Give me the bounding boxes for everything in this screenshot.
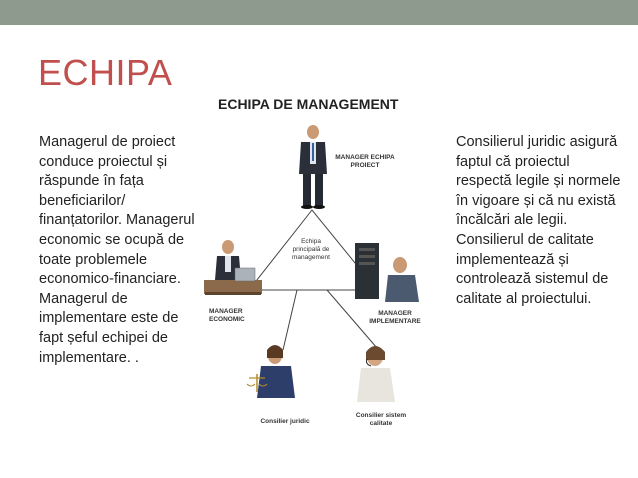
org-diagram bbox=[195, 112, 445, 442]
label-consilier-juridic: Consilier juridic bbox=[260, 418, 310, 425]
label-center: Echipa principală de management bbox=[292, 238, 330, 261]
slide-title: ECHIPA bbox=[38, 52, 173, 93]
label-manager-implementare: MANAGER IMPLEMENTARE bbox=[369, 310, 421, 325]
left-paragraph bbox=[39, 133, 199, 368]
consilier-juridic-figure bbox=[247, 345, 295, 398]
manager-echipa-figure bbox=[299, 125, 327, 209]
label-manager-economic: MANAGER ECONOMIC bbox=[209, 308, 245, 323]
org-diagram-graphic bbox=[195, 112, 445, 442]
consilier-calitate-figure bbox=[357, 346, 395, 402]
manager-implementare-figure bbox=[355, 243, 419, 302]
right-paragraph-juridic: Consilierul juridic asigură faptul că proiectul respectă legile și normele în vigoare și că nu există încălcări ale legii. bbox=[456, 134, 621, 229]
manager-economic-figure bbox=[204, 240, 262, 295]
left-paragraph-text: Managerul de proiect conduce proiectul și răspunde în fața beneficiarilor/ finanțatorilor. Managerul economic se ocupă de toate problemele economico-financiare. Managerul de implementare este de fapt șeful echipei de implementare. . bbox=[39, 134, 195, 366]
diagram-title: ECHIPA DE MANAGEMENT bbox=[218, 96, 399, 112]
label-manager-echipa: MANAGER ECHIPA PROIECT bbox=[335, 154, 395, 169]
label-consilier-calitate: Consilier sistem calitate bbox=[355, 412, 407, 427]
right-paragraph bbox=[456, 133, 626, 309]
line-juridic bbox=[283, 290, 297, 350]
top-bar bbox=[0, 0, 638, 25]
right-paragraph-calitate: Consilierul de calitate implementează și controlează sistemul de calitate al proiectului. bbox=[456, 231, 609, 307]
